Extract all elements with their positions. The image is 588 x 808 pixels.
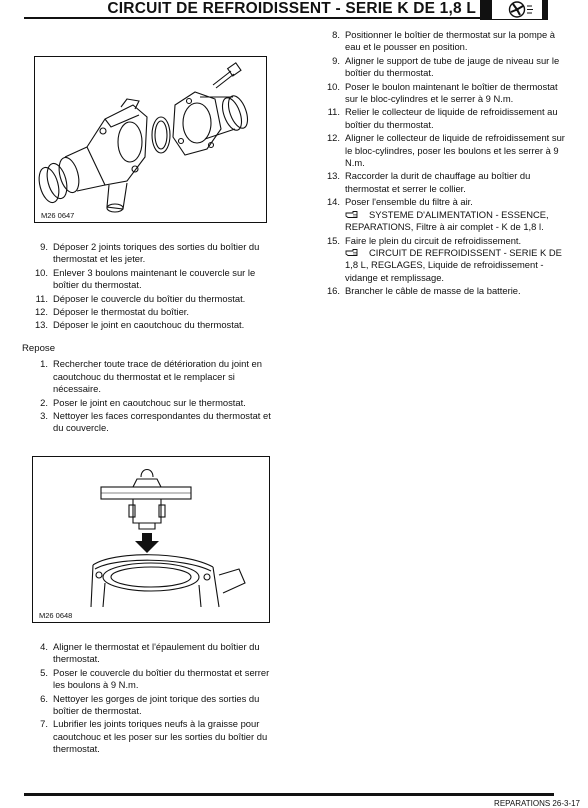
thermostat-insertion-illustration <box>33 457 269 622</box>
step-text: Aligner le thermostat et l'épaulement du boîtier du thermostat. <box>53 641 260 665</box>
step-item <box>320 196 570 233</box>
pointing-hand-icon <box>345 210 359 219</box>
step-number: 1. <box>40 358 48 370</box>
step-number: 10. <box>34 266 48 278</box>
step-item <box>320 106 570 131</box>
repose-steps-continued <box>28 641 272 757</box>
step-text: Aligner le support de tube de jauge de niveau sur le boîtier du thermostat. <box>345 54 560 79</box>
step-text: Nettoyer les gorges de joint torique des sorties du boîtier de thermostat. <box>53 692 260 717</box>
step-number: 15. <box>326 234 340 246</box>
step-item <box>28 641 272 666</box>
step-text: Nettoyer les faces correspondantes du thermostat et du couvercle. <box>53 410 271 434</box>
step-number: 9. <box>332 54 340 66</box>
step-text: Faire le plein du circuit de refroidissement. <box>345 234 522 246</box>
step-number: 16. <box>326 285 340 297</box>
step-item <box>28 718 272 755</box>
step-text: Brancher le câble de masse de la batterie. <box>345 285 521 297</box>
step-text: Déposer le thermostat du boîtier. <box>53 306 190 318</box>
step-number: 14. <box>326 196 340 208</box>
step-item <box>28 267 272 292</box>
figure-thermostat-insertion <box>32 456 270 623</box>
step-text: Déposer le joint en caoutchouc du thermostat. <box>53 319 245 331</box>
cross-reference-text[interactable]: CIRCUIT DE REFROIDISSENT - SERIE K DE 1,8 L, REGLAGES, Liquide de refroidissement - vidange et remplissage. <box>345 246 562 283</box>
step-text: Rechercher toute trace de détérioration du joint en caoutchouc du thermostat et le remplacer si nécessaire. <box>53 358 262 395</box>
step-item <box>28 241 272 266</box>
step-text: Poser le boulon maintenant le boîtier de thermostat sur le bloc-cylindres et le serrer à 9 N.m. <box>345 80 558 105</box>
repose-section <box>22 343 272 436</box>
step-item <box>320 285 570 297</box>
step-item <box>320 132 570 169</box>
repose-steps-right <box>320 29 570 299</box>
step-text: Enlever 3 boulons maintenant le couvercle sur le boîtier du thermostat. <box>53 266 256 291</box>
cross-reference[interactable] <box>345 209 570 234</box>
step-list <box>320 29 570 298</box>
step-text: Déposer 2 joints toriques des sorties du boîtier du thermostat et les jeter. <box>53 241 260 265</box>
step-list <box>28 241 272 332</box>
footer-rule <box>24 793 554 796</box>
step-number: 11. <box>327 106 340 118</box>
removal-steps-continued <box>28 241 272 333</box>
step-text: Poser le joint en caoutchouc sur le thermostat. <box>53 396 246 408</box>
cross-reference-text[interactable]: SYSTEME D'ALIMENTATION - ESSENCE, REPARATIONS, Filtre à air complet - K de 1,8 l. <box>345 208 549 233</box>
step-text: Lubrifier les joints toriques neufs à la graisse pour caoutchouc et les poser sur les sorties du boîtier du thermostat. <box>53 718 268 755</box>
step-item <box>28 693 272 718</box>
step-item <box>320 29 570 54</box>
step-item <box>320 55 570 80</box>
step-text: Relier le collecteur de liquide de refroidissement au boîtier du thermostat. <box>345 106 558 130</box>
step-list <box>28 358 272 434</box>
step-number: 11. <box>35 292 48 304</box>
step-text: Poser l'ensemble du filtre à air. <box>345 196 473 208</box>
step-number: 7. <box>40 718 48 730</box>
step-item <box>28 410 272 435</box>
section-title-repose: Repose <box>22 343 56 354</box>
figure-label: M26 0647 <box>41 211 75 220</box>
step-number: 13. <box>326 170 340 182</box>
step-text: Raccorder la durit de chauffage au boîtier du thermostat et serrer le collier. <box>345 170 531 194</box>
step-item <box>28 293 272 305</box>
step-text: Aligner le collecteur de liquide de refroidissement sur le bloc-cylindres, poser les boulons et les serrer à 9 N.m. <box>345 132 565 169</box>
step-item <box>320 235 570 285</box>
step-item <box>28 667 272 692</box>
step-text: Poser le couvercle du boîtier du thermostat et serrer les boulons à 9 N.m. <box>53 666 270 691</box>
pointing-hand-icon <box>345 248 359 257</box>
step-number: 12. <box>34 306 48 318</box>
step-number: 2. <box>40 396 48 408</box>
step-number: 10. <box>326 80 340 92</box>
step-item <box>28 397 272 409</box>
thermostat-housing-illustration <box>35 57 266 222</box>
step-number: 3. <box>40 410 48 422</box>
step-text: Déposer le couvercle du boîtier du thermostat. <box>53 292 246 304</box>
cross-reference[interactable] <box>345 247 570 284</box>
page-title: CIRCUIT DE REFROIDISSENT - SERIE K DE 1,8 L <box>107 0 476 17</box>
figure-thermostat-housing <box>34 56 267 223</box>
footer-page-ref: REPARATIONS 26-3-17 <box>494 799 580 808</box>
step-number: 12. <box>326 132 340 144</box>
step-list <box>28 641 272 756</box>
step-item <box>28 319 272 331</box>
step-number: 5. <box>40 666 48 678</box>
step-number: 13. <box>34 319 48 331</box>
step-item <box>28 358 272 395</box>
step-item <box>320 170 570 195</box>
step-item <box>28 306 272 318</box>
fan-icon <box>492 0 542 19</box>
step-text: Positionner le boîtier de thermostat sur la pompe à eau et le pousser en position. <box>345 29 556 53</box>
step-number: 9. <box>40 241 48 252</box>
figure-label: M26 0648 <box>39 611 73 620</box>
header-icon-panel <box>490 0 542 19</box>
step-item <box>320 81 570 106</box>
step-number: 4. <box>40 641 48 652</box>
step-number: 6. <box>40 692 48 704</box>
step-number: 8. <box>332 29 340 40</box>
